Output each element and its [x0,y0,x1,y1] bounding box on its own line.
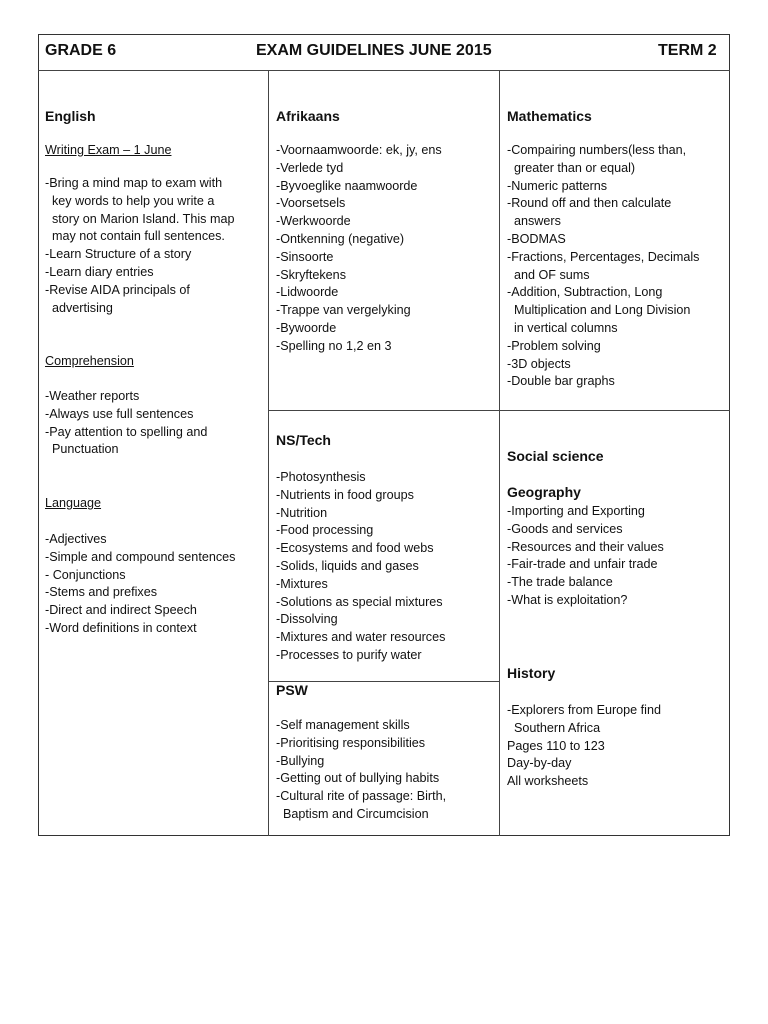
list-item: - Conjunctions [45,567,126,582]
comprehension-title: Comprehension [45,354,134,368]
list-item: -Word definitions in context [45,620,197,635]
list-item: -Always use full sentences [45,406,194,421]
list-item: -Numeric patterns [507,178,608,193]
list-item: -Fractions, Percentages, Decimals and OF sums [507,249,700,282]
language-title: Language [45,496,102,510]
list-item: All worksheets [507,774,589,789]
list-item: -Ontkenning (negative) [276,231,405,246]
list-item: -Compairing numbers(less than, greater than or equal) [507,143,687,175]
list-item: -Double bar graphs [507,374,615,389]
list-item: -Spelling no 1,2 en 3 [276,338,392,353]
list-item: -Solutions as special mixtures [276,594,443,609]
list-item: -Getting out of bullying habits [276,771,440,786]
list-item: -Addition, Subtraction, Long Multiplication and Long Division in vertical columns [507,285,691,335]
history-title: History [507,665,556,681]
list-item: -What is exploitation? [507,592,628,607]
social-science-heading: Social science [507,448,604,464]
list-item: -Problem solving [507,338,601,353]
list-item: Day-by-day [507,756,572,771]
psw-heading: PSW [276,682,308,698]
list-item: -Round off and then calculate answers [507,196,672,229]
nstech-list [276,469,445,665]
list-item: -Mixtures [276,576,328,591]
history-list [507,702,661,791]
mathematics-list [507,142,699,391]
list-item: -Adjectives [45,532,107,546]
geography-list [507,503,664,610]
list-item: -Importing and Exporting [507,504,645,518]
language-list [45,531,235,638]
list-item: -Nutrition [276,505,328,520]
list-item: -Voorsetsels [276,196,346,211]
writing-exam-title: Writing Exam – 1 June [45,143,172,157]
list-item: -Voornaamwoorde: ek, jy, ens [276,143,442,157]
list-item: -Byvoeglike naamwoorde [276,178,418,193]
mathematics-heading: Mathematics [507,108,592,124]
list-item: -Processes to purify water [276,647,422,662]
list-item: -Skryftekens [276,267,346,282]
psw-list [276,717,446,824]
list-item: -Werkwoorde [276,214,351,229]
list-item: -Dissolving [276,612,338,627]
list-item: -Learn diary entries [45,264,154,279]
list-item: -Lidwoorde [276,285,339,300]
list-item: -Goods and services [507,521,623,536]
list-item: -Direct and indirect Speech [45,603,197,618]
list-item: -Trappe van vergelyking [276,303,411,318]
list-item: -Revise AIDA principals of advertising [45,282,190,315]
list-item: -Fair-trade and unfair trade [507,557,658,572]
header-divider [38,70,730,71]
list-item: -Sinsoorte [276,249,334,264]
list-item: -Nutrients in food groups [276,487,414,502]
list-item: Pages 110 to 123 [507,738,605,753]
column-divider [499,70,500,836]
page-title: EXAM GUIDELINES JUNE 2015 [256,42,492,59]
list-item: -Simple and compound sentences [45,549,236,564]
list-item: -Bywoorde [276,320,337,335]
list-item: -Verlede tyd [276,160,344,175]
list-item: -Learn Structure of a story [45,247,192,262]
geography-title: Geography [507,484,581,500]
grade-label: GRADE 6 [45,42,117,59]
list-item: -The trade balance [507,575,613,590]
list-item: -Food processing [276,523,374,538]
list-item: -3D objects [507,356,571,371]
list-item: -Prioritising responsibilities [276,735,426,750]
list-item: -Stems and prefixes [45,585,157,600]
writing-list [45,175,234,317]
list-item: -Self management skills [276,718,410,732]
term-label: TERM 2 [658,42,717,59]
afrikaans-heading: Afrikaans [276,108,340,124]
nstech-heading: NS/Tech [276,432,331,448]
english-heading: English [45,108,96,124]
list-item: -Solids, liquids and gases [276,558,419,573]
comprehension-list [45,388,207,459]
list-item: -Pay attention to spelling and Punctuation [45,424,208,457]
list-item: -Resources and their values [507,539,664,554]
list-item: -Photosynthesis [276,470,366,484]
list-item: -Mixtures and water resources [276,630,446,645]
list-item: -Ecosystems and food webs [276,541,434,556]
row-divider [268,410,730,411]
column-divider [268,70,269,836]
list-item: -Weather reports [45,389,140,403]
list-item: -Bring a mind map to exam with key words to help you write a story on Marion Island. This map may not contain full sentences. [45,176,235,244]
list-item: -Explorers from Europe find Southern Africa [507,703,661,735]
list-item: -Cultural rite of passage: Birth, Baptism and Circumcision [276,789,447,821]
list-item: -BODMAS [507,231,566,246]
list-item: -Bullying [276,753,325,768]
afrikaans-list [276,142,442,356]
